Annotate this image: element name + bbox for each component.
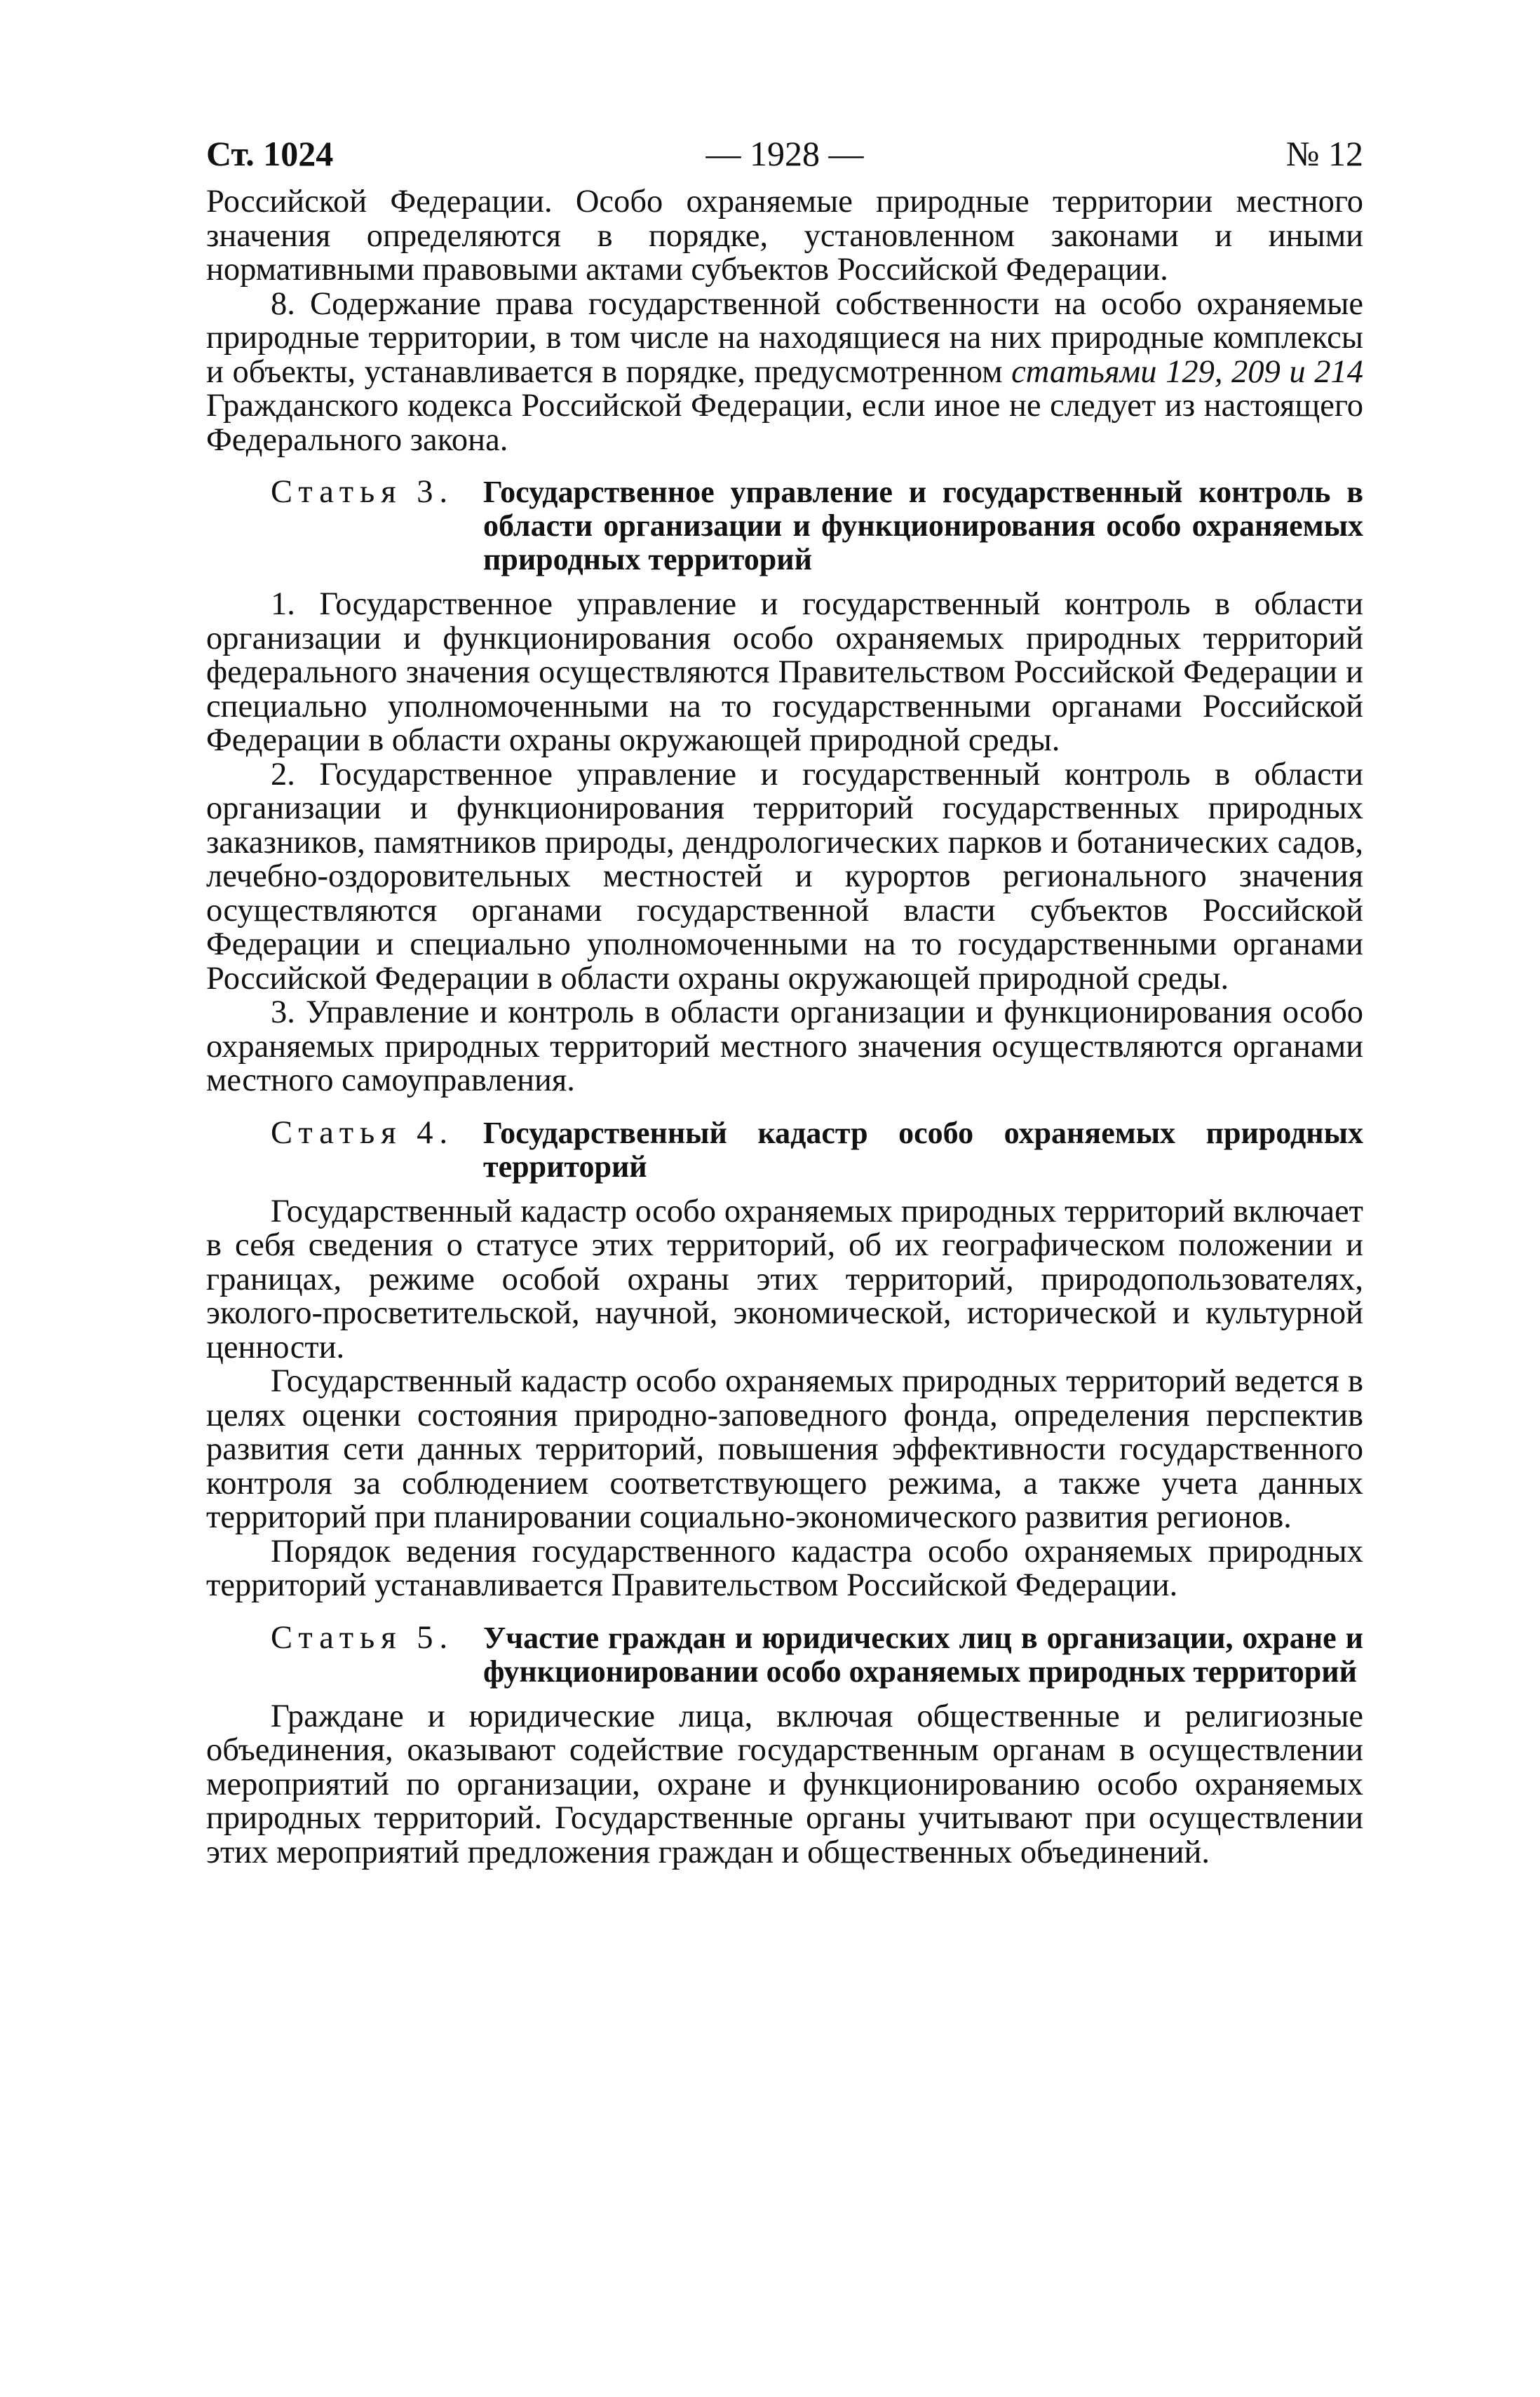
article-3-label: Статья 3. bbox=[271, 474, 454, 510]
page-header bbox=[206, 133, 1363, 178]
article-4-paragraph-3: Порядок ведения государственного кадастра особо охраняемых природных территорий устанавливается Правительством Российской Федерации. bbox=[206, 1533, 1363, 1603]
article-5-label: Статья 5. bbox=[271, 1619, 454, 1656]
document-body bbox=[206, 185, 1363, 1870]
paragraph-8-text-a: 8. Содержание права государственной собственности на особо охраняемые природные территории, в том числе на находящиеся на них природные комплексы и объекты, устанавливается в порядке, предусмотренном bbox=[206, 285, 1363, 390]
article-5-paragraph-1: Граждане и юридические лица, включая общественные и религиозные объединения, оказывают содействие государственным органам в осуществлении мероприятий по организации, охране и функционированию особо охраняемых природных территорий. Государственные органы учитывают при осуществлении этих мероприятий предложения граждан и общественных объединений. bbox=[206, 1698, 1363, 1870]
article-4-label: Статья 4. bbox=[271, 1114, 454, 1151]
article-4-paragraph-1: Государственный кадастр особо охраняемых природных территорий включает в себя сведения о статусе этих территорий, об их географическом положении и границах, режиме особой охраны этих территорий, природопользователях, эколого-просветительской, научной, экономической, исторической и культурной ценности. bbox=[206, 1193, 1363, 1365]
article-5-heading bbox=[206, 1621, 1363, 1689]
page-number: — 1928 — bbox=[705, 134, 864, 173]
article-4-heading bbox=[206, 1116, 1363, 1184]
article-4-paragraph-2: Государственный кадастр особо охраняемых природных территорий ведется в целях оценки состояния природно-заповедного фонда, определения перспектив развития сети данных территорий, повышения эффективности государственного контроля за соблюдением соответствующего режима, а также учета данных территорий при планировании социально-экономического развития регионов. bbox=[206, 1363, 1363, 1535]
document-page bbox=[206, 133, 1363, 1870]
issue-number: № 12 bbox=[1285, 134, 1363, 173]
article-3-paragraph-3: 3. Управление и контроль в области организации и функционирования особо охраняемых природных территорий местного значения осуществляются органами местного самоуправления. bbox=[206, 994, 1363, 1098]
paragraph-8 bbox=[206, 285, 1363, 458]
article-reference: Ст. 1024 bbox=[206, 134, 334, 173]
article-5-title: Участие граждан и юридических лиц в организации, охране и функционировании особо охраняемых природных территорий bbox=[483, 1620, 1363, 1689]
article-3-paragraph-2: 2. Государственное управление и государственный контроль в области организации и функционирования территорий государственных природных заказников, памятников природы, дендрологических парков и ботанических садов, лечебно-оздоровительных местностей и курортов регионального значения осуществляются органами государственной власти субъектов Российской Федерации и специально уполномоченными на то государственными органами Российской Федерации в области охраны окружающей природной среды. bbox=[206, 756, 1363, 997]
article-3-title: Государственное управление и государственный контроль в области организации и функционирования особо охраняемых природных территорий bbox=[483, 475, 1363, 576]
article-3-paragraph-1: 1. Государственное управление и государственный контроль в области организации и функционирования особо охраняемых природных территорий федерального значения осуществляются Правительством Российской Федерации и специально уполномоченными на то государственными органами Российской Федерации в области охраны окружающей природной среды. bbox=[206, 586, 1363, 758]
article-3-heading bbox=[206, 475, 1363, 576]
paragraph-8-italic-reference: статьями 129, 209 и 214 bbox=[1011, 353, 1363, 390]
paragraph-8-text-b: Гражданского кодекса Российской Федерации, если иное не следует из настоящего Федерального закона. bbox=[206, 388, 1363, 458]
article-4-title: Государственный кадастр особо охраняемых природных территорий bbox=[483, 1115, 1363, 1184]
paragraph-continuation: Российской Федерации. Особо охраняемые природные территории местного значения определяются в порядке, установленном законами и иными нормативными правовыми актами субъектов Российской Федерации. bbox=[206, 184, 1363, 288]
